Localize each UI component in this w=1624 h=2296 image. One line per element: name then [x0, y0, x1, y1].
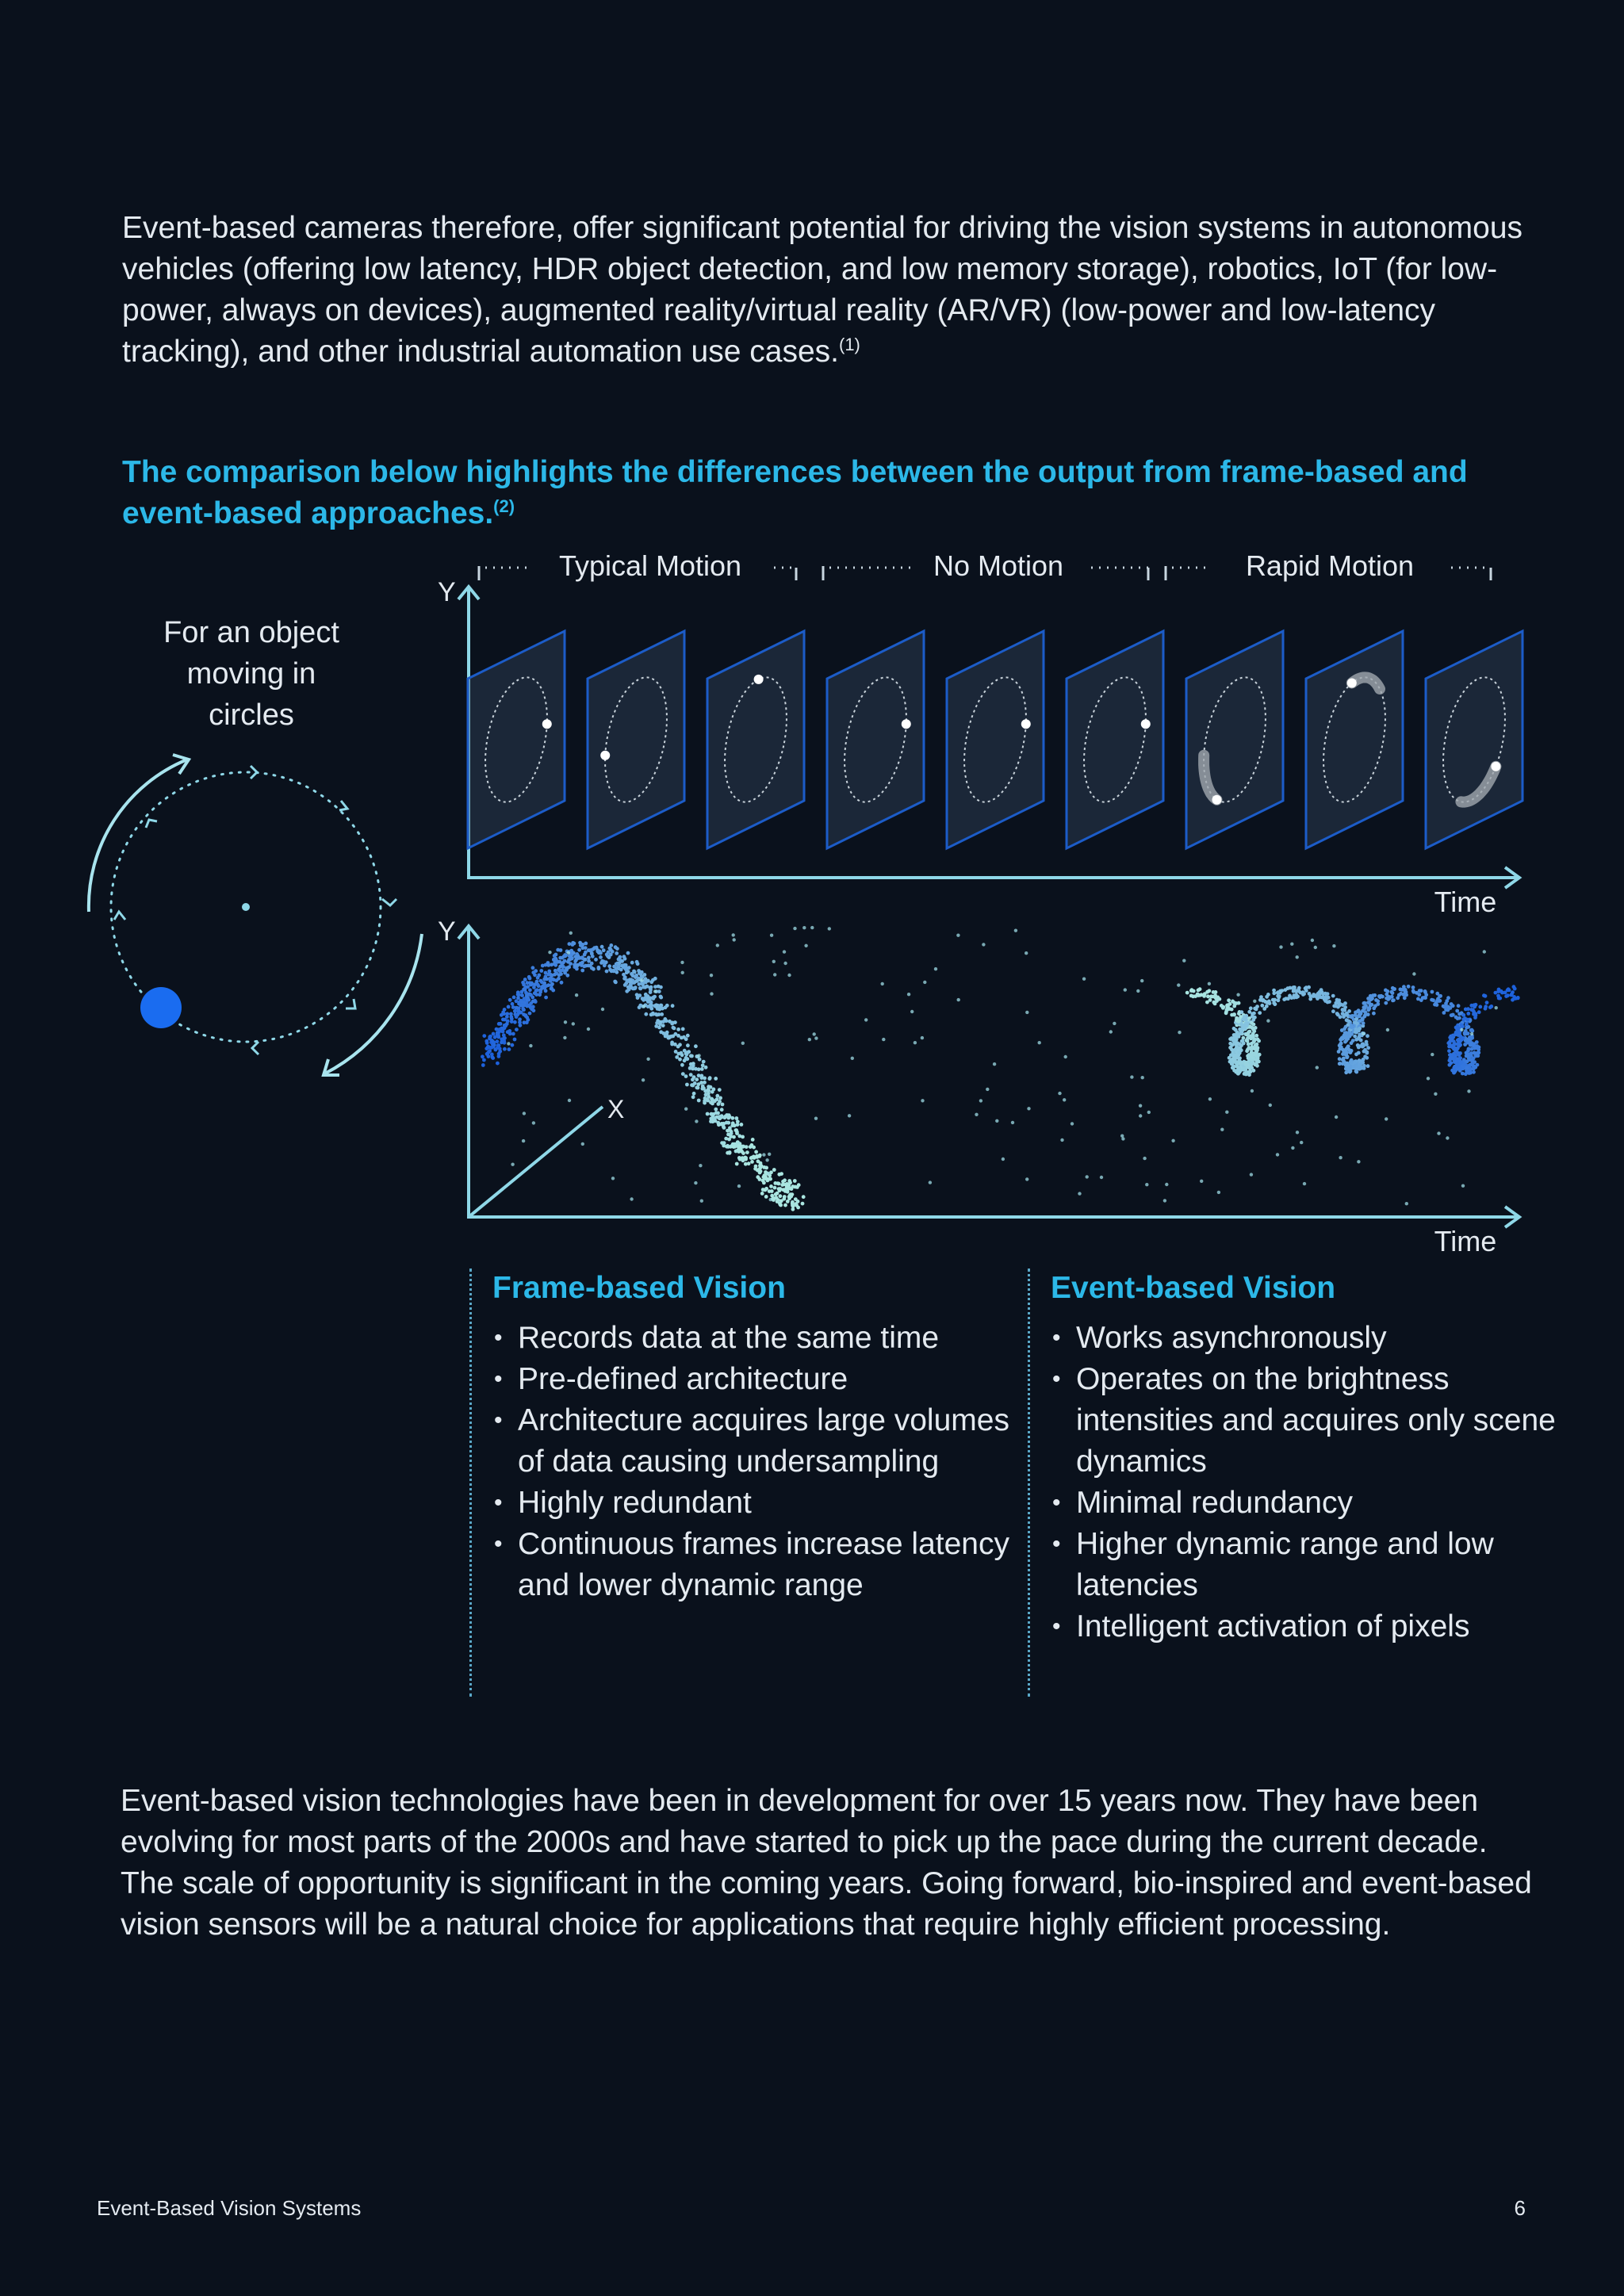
object-label-line-3: circles — [209, 698, 294, 732]
intro-text: Event-based cameras therefore, offer significant potential for driving the vision systems in autonomous vehicles (offering low latency, HDR object detection, and low memory storage), robotics, IoT (for low-power, always on devices), augmented reality/virtual reality (AR/VR) (low-power and low-latency tracking), and other industrial automation use cases. — [122, 211, 1523, 369]
frame-panel — [1186, 631, 1283, 848]
list-item: • Records data at the same time — [492, 1318, 1016, 1359]
frame-panel — [947, 631, 1044, 848]
event-time-label: Time — [1434, 1225, 1497, 1257]
object-position-dot — [542, 719, 552, 729]
object-position-dot — [754, 675, 764, 684]
closing-paragraph: Event-based vision technologies have been in development for over 15 years now. They have been evolving for most parts of the 2000s and have started to pick up the pace during the current decade. The scale of opportunity is significant in the coming years. Going forward, bio-inspired and event-based vision sensors will be a natural choice for applications that require highly efficient processing. — [121, 1784, 1532, 1942]
outer-arc-bottom — [325, 934, 422, 1073]
list-item: • Higher dynamic range and low latencies — [1051, 1524, 1574, 1606]
event-y-label: Y — [438, 916, 456, 947]
comparison-heading-text: The comparison below highlights the differences between the output from frame-based and event-based approaches. — [122, 455, 1468, 530]
outer-arc-top — [89, 760, 187, 912]
frame-based-list — [492, 1318, 1016, 1606]
frame-panel — [827, 631, 924, 848]
list-item: • Minimal redundancy — [1051, 1483, 1574, 1524]
frame-panel — [468, 631, 565, 848]
event-point-cloud — [481, 926, 1520, 1211]
event-based-title: Event-based Vision — [1051, 1271, 1336, 1305]
frame-based-title: Frame-based Vision — [492, 1271, 786, 1305]
circle-motion-diagram — [89, 616, 422, 1075]
list-item: • Works asynchronously — [1051, 1318, 1574, 1359]
event-based-list — [1051, 1318, 1574, 1647]
object-position-dot — [902, 719, 911, 729]
frame-panel — [1067, 631, 1163, 848]
label-rapid-motion: Rapid Motion — [1245, 549, 1415, 582]
intro-reference: (1) — [839, 335, 860, 354]
label-typical-motion: Typical Motion — [558, 549, 742, 582]
list-item: • Highly redundant — [492, 1483, 1016, 1524]
object-position-dot — [1347, 678, 1357, 687]
x-axis-diagonal — [469, 1107, 603, 1217]
object-position-dot — [1491, 762, 1500, 771]
frame-y-label: Y — [438, 577, 456, 607]
list-item: • Operates on the brightness intensities and acquires only scene dynamics — [1051, 1359, 1574, 1483]
frame-based-column — [469, 1269, 1016, 1697]
list-item: • Architecture acquires large volumes of data causing undersampling — [492, 1400, 1016, 1483]
object-position-dot — [1141, 719, 1151, 729]
list-item: • Intelligent activation of pixels — [1051, 1606, 1574, 1647]
footer-title: Event-Based Vision Systems — [97, 2196, 362, 2220]
object-position-dot — [1021, 719, 1031, 729]
event-based-column — [1028, 1269, 1574, 1697]
page-number: 6 — [1514, 2196, 1526, 2220]
list-item: • Continuous frames increase latency and lower dynamic range — [492, 1524, 1016, 1606]
object-position-dot — [600, 751, 610, 760]
frame-panel — [588, 631, 684, 848]
frame-panel — [1306, 631, 1403, 848]
frame-sequence — [468, 631, 1522, 848]
frame-panel — [1426, 631, 1522, 848]
event-x-label: X — [607, 1095, 625, 1123]
object-position-dot — [1212, 795, 1222, 805]
comparison-heading-reference: (2) — [493, 496, 515, 516]
moving-object-dot — [140, 987, 182, 1028]
orbit-center-dot — [242, 903, 250, 911]
object-label-line-2: moving in — [186, 657, 316, 691]
frame-time-label: Time — [1434, 886, 1497, 918]
frame-panel — [707, 631, 804, 848]
motion-labels — [479, 549, 1491, 582]
label-no-motion: No Motion — [933, 549, 1064, 582]
object-label-line-1: For an object — [163, 616, 339, 649]
list-item: • Pre-defined architecture — [492, 1359, 1016, 1400]
